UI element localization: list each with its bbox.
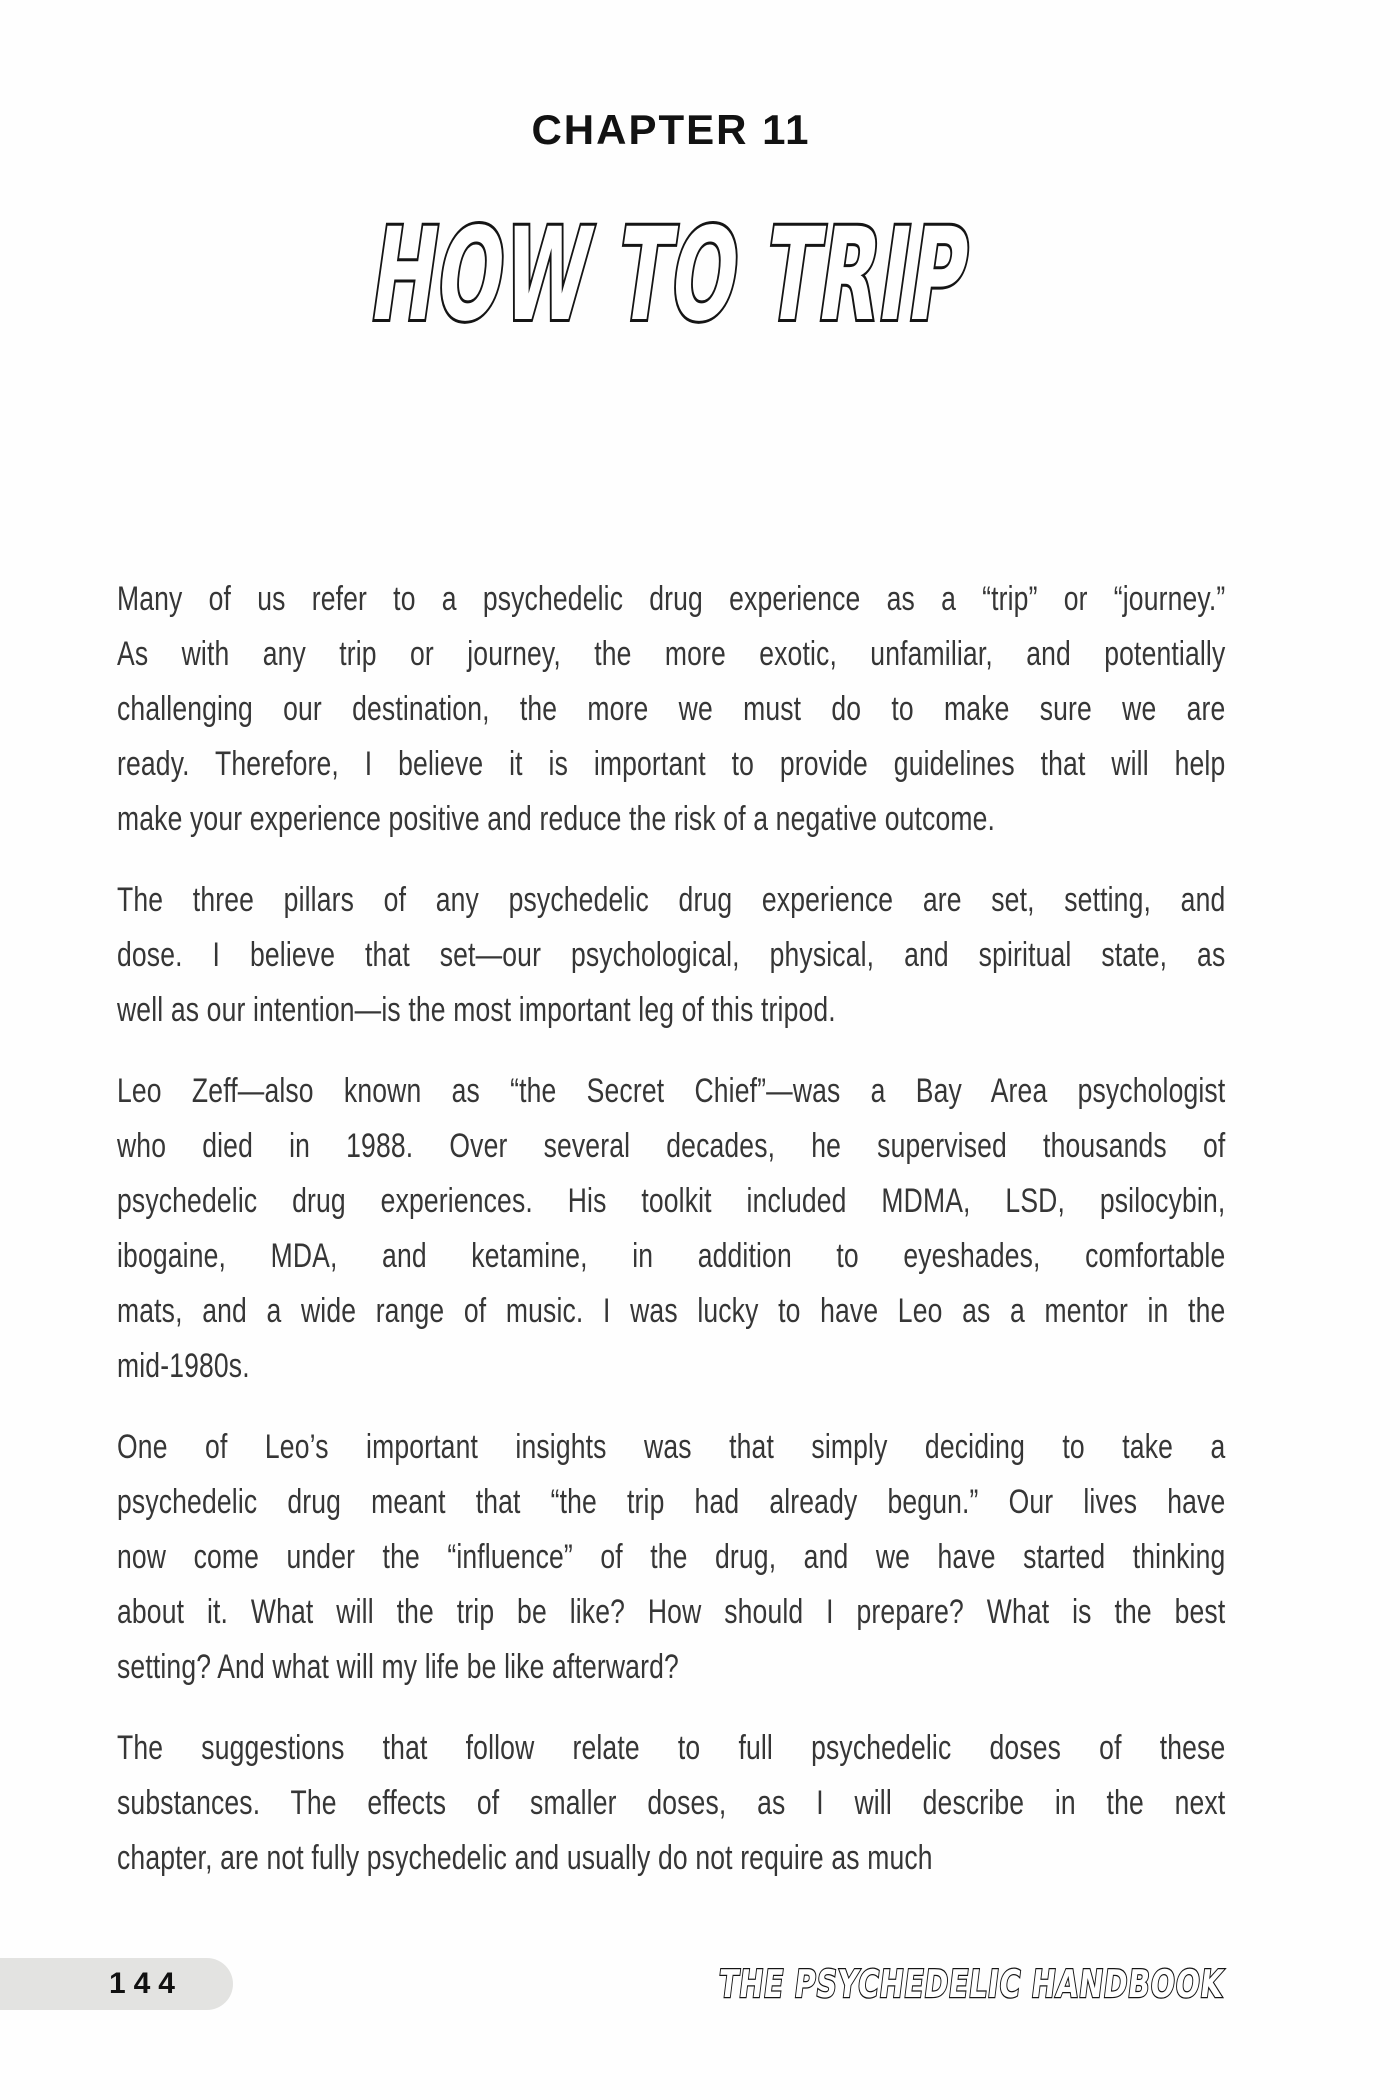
page-number: 144 [108,1967,183,2000]
text-line: Leo Zeff—also known as “the Secret Chief”—was a Bay Area psychologist [117,1072,1226,1110]
text-line: mid-1980s. [117,1347,250,1385]
text-line: who died in 1988. Over several decades, he supervised thousands of [117,1127,1226,1165]
text-line: challenging our destination, the more we must do to make sure we are [117,690,1226,728]
paragraph [117,1064,1225,1394]
text-line: make your experience positive and reduce the risk of a negative outcome. [117,800,996,838]
text-line: about it. What will the trip be like? How should I prepare? What is the best [117,1593,1226,1631]
text-line: dose. I believe that set—our psychological, physical, and spiritual state, as [117,936,1226,974]
text-line: substances. The effects of smaller doses, as I will describe in the next [117,1784,1226,1822]
text-line: psychedelic drug experiences. His toolkit included MDMA, LSD, psilocybin, [117,1182,1226,1220]
body-paragraphs [117,572,1225,1886]
chapter-title-text: HOW TO TRIP [363,201,980,350]
paragraph [117,572,1225,847]
paragraph [117,1721,1225,1886]
text-line: Many of us refer to a psychedelic drug experience as a “trip” or “journey.” [117,580,1226,618]
text-line: well as our intention—is the most important leg of this tripod. [117,991,836,1029]
text-line: setting? And what will my life be like afterward? [117,1648,679,1686]
text-line: mats, and a wide range of music. I was lucky to have Leo as a mentor in the [117,1292,1226,1330]
chapter-label: CHAPTER 11 [531,106,811,153]
text-line: now come under the “influence” of the drug, and we have started thinking [117,1538,1226,1576]
text-line: The suggestions that follow relate to full psychedelic doses of these [117,1729,1226,1767]
paragraph [117,873,1225,1038]
body-text [117,572,1225,1912]
text-line: ibogaine, MDA, and ketamine, in addition to eyeshades, comfortable [117,1237,1226,1275]
text-line: The three pillars of any psychedelic drug experience are set, setting, and [117,881,1226,919]
page-number-badge [0,1958,233,2010]
text-line: One of Leo’s important insights was that simply deciding to take a [117,1428,1226,1466]
running-footer [551,1962,1224,2006]
text-line: As with any trip or journey, the more exotic, unfamiliar, and potentially [117,635,1226,673]
text-line: chapter, are not fully psychedelic and usually do not require as much [117,1839,933,1877]
text-line: psychedelic drug meant that “the trip had already begun.” Our lives have [117,1483,1226,1521]
paragraph [117,1420,1225,1695]
text-line: ready. Therefore, I believe it is important to provide guidelines that will help [117,745,1226,783]
chapter-title [117,201,1225,350]
book-title: THE PSYCHEDELIC HANDBOOK [715,1962,1226,2006]
